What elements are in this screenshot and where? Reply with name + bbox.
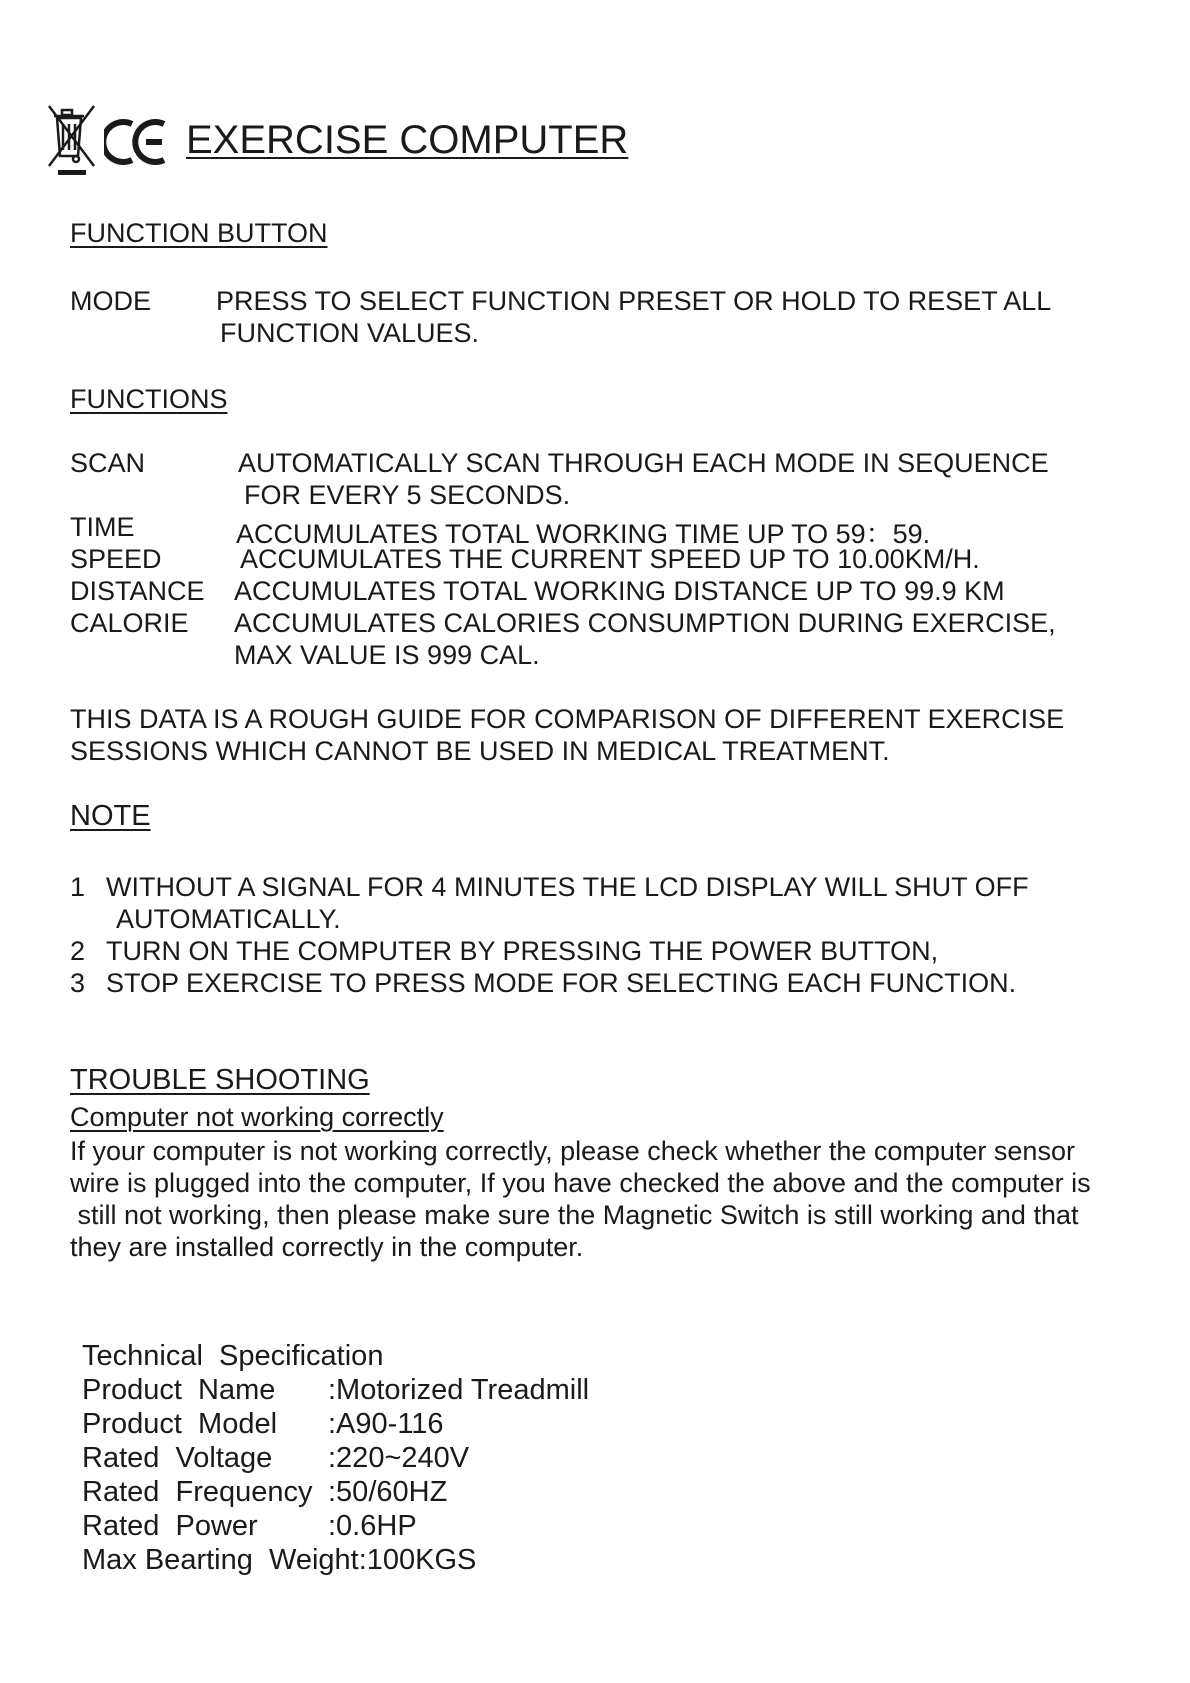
- function-description: MAX VALUE IS 999 CAL.: [234, 640, 540, 670]
- function-button-heading: FUNCTION BUTTON: [70, 218, 328, 248]
- function-description: ACCUMULATES THE CURRENT SPEED UP TO 10.00KM/H.: [240, 544, 980, 574]
- trouble-subheading: Computer not working correctly: [70, 1102, 444, 1132]
- note-text: STOP EXERCISE TO PRESS MODE FOR SELECTING EACH FUNCTION.: [106, 968, 1017, 998]
- spec-key: Rated Voltage: [82, 1442, 273, 1474]
- function-description: ACCUMULATES TOTAL WORKING TIME UP TO 59：59.: [236, 519, 931, 549]
- spec-value: :50/60HZ: [328, 1476, 448, 1508]
- note-number: 3: [70, 968, 86, 998]
- spec-value: :A90-116: [328, 1408, 444, 1440]
- spec-value: :0.6HP: [328, 1510, 417, 1542]
- spec-heading: Technical Specification: [82, 1340, 384, 1372]
- function-label: TIME: [70, 512, 135, 542]
- spec-value: :220~240V: [328, 1442, 470, 1474]
- note-text: TURN ON THE COMPUTER BY PRESSING THE POWER BUTTON,: [106, 936, 939, 966]
- function-description: AUTOMATICALLY SCAN THROUGH EACH MODE IN SEQUENCE: [238, 448, 1049, 478]
- spec-key: Rated Frequency: [82, 1476, 313, 1508]
- trouble-line: they are installed correctly in the computer.: [70, 1232, 584, 1262]
- function-description: ACCUMULATES CALORIES CONSUMPTION DURING EXERCISE,: [234, 608, 1056, 638]
- function-description: FOR EVERY 5 SECONDS.: [244, 480, 571, 510]
- spec-max-weight: Max Bearting Weight:100KGS: [82, 1544, 477, 1576]
- spec-value: :Motorized Treadmill: [328, 1374, 590, 1406]
- trouble-line: wire is plugged into the computer, If you have checked the above and the computer is: [70, 1168, 1091, 1198]
- function-label: DISTANCE: [70, 576, 205, 606]
- trouble-line: still not working, then please make sure the Magnetic Switch is still working and that: [70, 1200, 1079, 1230]
- note-heading: NOTE: [70, 800, 151, 832]
- ce-mark-icon: [104, 116, 168, 168]
- function-label: SCAN: [70, 448, 146, 478]
- function-label: SPEED: [70, 544, 162, 574]
- disclaimer-line: THIS DATA IS A ROUGH GUIDE FOR COMPARISON OF DIFFERENT EXERCISE: [70, 704, 1065, 734]
- function-description: ACCUMULATES TOTAL WORKING DISTANCE UP TO 99.9 KM: [234, 576, 1005, 606]
- function-description: PRESS TO SELECT FUNCTION PRESET OR HOLD TO RESET ALL: [216, 286, 1052, 316]
- trouble-line: If your computer is not working correctly, please check whether the computer sensor: [70, 1136, 1075, 1166]
- trouble-heading: TROUBLE SHOOTING: [70, 1064, 370, 1096]
- function-label: CALORIE: [70, 608, 189, 638]
- note-number: 1: [70, 872, 86, 902]
- page-title: EXERCISE COMPUTER: [186, 118, 629, 162]
- disclaimer-line: SESSIONS WHICH CANNOT BE USED IN MEDICAL TREATMENT.: [70, 736, 890, 766]
- note-number: 2: [70, 936, 86, 966]
- spec-key: Product Name: [82, 1374, 276, 1406]
- function-label: MODE: [70, 286, 151, 316]
- spec-key: Product Model: [82, 1408, 278, 1440]
- note-text: WITHOUT A SIGNAL FOR 4 MINUTES THE LCD DISPLAY WILL SHUT OFF: [106, 872, 1029, 902]
- spec-key: Rated Power: [82, 1510, 258, 1542]
- note-text: AUTOMATICALLY.: [116, 904, 341, 934]
- functions-heading: FUNCTIONS: [70, 384, 228, 414]
- function-description: FUNCTION VALUES.: [220, 318, 480, 348]
